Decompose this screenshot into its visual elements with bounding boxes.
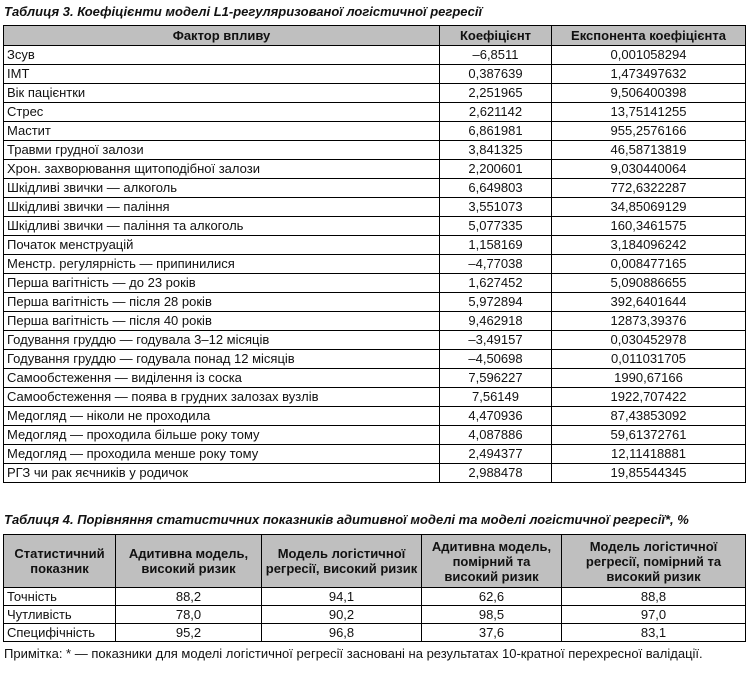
coefficient-cell: 0,387639 bbox=[440, 65, 552, 84]
exp-coefficient-cell: 0,011031705 bbox=[552, 350, 746, 369]
exp-coefficient-cell: 392,6401644 bbox=[552, 293, 746, 312]
table-row bbox=[4, 426, 746, 445]
factor-cell: РГЗ чи рак яєчників у родичок bbox=[4, 464, 440, 483]
coefficients-table bbox=[3, 25, 746, 483]
coefficient-cell: 5,972894 bbox=[440, 293, 552, 312]
table-row bbox=[4, 464, 746, 483]
column-header-exp-coefficient: Експонента коефіцієнта bbox=[552, 26, 746, 46]
exp-coefficient-cell: 1922,707422 bbox=[552, 388, 746, 407]
table-note: Примітка: * — показники для моделі логістичної регресії засновані на результатах 10-кратної перехресної валідації. bbox=[4, 646, 703, 661]
value-cell: 95,2 bbox=[116, 624, 262, 642]
column-header-factor: Фактор впливу bbox=[4, 26, 440, 46]
coefficient-cell: 2,494377 bbox=[440, 445, 552, 464]
table-row bbox=[4, 312, 746, 331]
exp-coefficient-cell: 12,11418881 bbox=[552, 445, 746, 464]
exp-coefficient-cell: 772,6322287 bbox=[552, 179, 746, 198]
value-cell: 37,6 bbox=[422, 624, 562, 642]
value-cell: 94,1 bbox=[262, 588, 422, 606]
coefficient-cell: –3,49157 bbox=[440, 331, 552, 350]
factor-cell: Медогляд — ніколи не проходила bbox=[4, 407, 440, 426]
indicator-cell: Чутливість bbox=[4, 606, 116, 624]
factor-cell: Початок менструацій bbox=[4, 236, 440, 255]
exp-coefficient-cell: 0,008477165 bbox=[552, 255, 746, 274]
exp-coefficient-cell: 12873,39376 bbox=[552, 312, 746, 331]
table-header-row bbox=[4, 535, 746, 588]
coefficient-cell: 4,087886 bbox=[440, 426, 552, 445]
column-header-logreg-high: Модель логістичної регресії, високий ризик bbox=[262, 535, 422, 588]
table-row bbox=[4, 588, 746, 606]
exp-coefficient-cell: 9,030440064 bbox=[552, 160, 746, 179]
value-cell: 98,5 bbox=[422, 606, 562, 624]
table-header-row bbox=[4, 26, 746, 46]
factor-cell: Шкідливі звички — алкоголь bbox=[4, 179, 440, 198]
column-header-additive-high: Адитивна модель, високий ризик bbox=[116, 535, 262, 588]
coefficient-cell: 3,551073 bbox=[440, 198, 552, 217]
factor-cell: Перша вагітність — після 28 років bbox=[4, 293, 440, 312]
table-row bbox=[4, 179, 746, 198]
coefficient-cell: 7,56149 bbox=[440, 388, 552, 407]
factor-cell: Самообстеження — поява в грудних залозах вузлів bbox=[4, 388, 440, 407]
coefficient-cell: 1,158169 bbox=[440, 236, 552, 255]
table-row bbox=[4, 217, 746, 236]
table-row bbox=[4, 84, 746, 103]
table-row bbox=[4, 606, 746, 624]
value-cell: 62,6 bbox=[422, 588, 562, 606]
coefficient-cell: –4,50698 bbox=[440, 350, 552, 369]
table-row bbox=[4, 46, 746, 65]
coefficient-cell: 3,841325 bbox=[440, 141, 552, 160]
column-header-logreg-moderate-high: Модель логістичної регресії, помірний та високий ризик bbox=[562, 535, 746, 588]
factor-cell: Годування груддю — годувала 3–12 місяців bbox=[4, 331, 440, 350]
coefficient-cell: 2,251965 bbox=[440, 84, 552, 103]
factor-cell: Самообстеження — виділення із соска bbox=[4, 369, 440, 388]
column-header-indicator: Статистичний показник bbox=[4, 535, 116, 588]
table-row bbox=[4, 198, 746, 217]
coefficient-cell: 6,649803 bbox=[440, 179, 552, 198]
table-row bbox=[4, 331, 746, 350]
table-row bbox=[4, 624, 746, 642]
factor-cell: Менстр. регулярність — припинилися bbox=[4, 255, 440, 274]
value-cell: 88,8 bbox=[562, 588, 746, 606]
table-row bbox=[4, 445, 746, 464]
exp-coefficient-cell: 955,2576166 bbox=[552, 122, 746, 141]
factor-cell: Вік пацієнтки bbox=[4, 84, 440, 103]
value-cell: 83,1 bbox=[562, 624, 746, 642]
column-header-coefficient: Коефіцієнт bbox=[440, 26, 552, 46]
table-row bbox=[4, 369, 746, 388]
exp-coefficient-cell: 1,473497632 bbox=[552, 65, 746, 84]
value-cell: 78,0 bbox=[116, 606, 262, 624]
coefficient-cell: 2,200601 bbox=[440, 160, 552, 179]
indicator-cell: Точність bbox=[4, 588, 116, 606]
factor-cell: Мастит bbox=[4, 122, 440, 141]
factor-cell: Хрон. захворювання щитоподібної залози bbox=[4, 160, 440, 179]
table-row bbox=[4, 274, 746, 293]
table-row bbox=[4, 388, 746, 407]
factor-cell: Перша вагітність — після 40 років bbox=[4, 312, 440, 331]
factor-cell: Годування груддю — годувала понад 12 місяців bbox=[4, 350, 440, 369]
exp-coefficient-cell: 46,58713819 bbox=[552, 141, 746, 160]
exp-coefficient-cell: 0,001058294 bbox=[552, 46, 746, 65]
factor-cell: Медогляд — проходила менше року тому bbox=[4, 445, 440, 464]
value-cell: 97,0 bbox=[562, 606, 746, 624]
table-row bbox=[4, 293, 746, 312]
exp-coefficient-cell: 34,85069129 bbox=[552, 198, 746, 217]
exp-coefficient-cell: 19,85544345 bbox=[552, 464, 746, 483]
factor-cell: Травми грудної залози bbox=[4, 141, 440, 160]
value-cell: 88,2 bbox=[116, 588, 262, 606]
exp-coefficient-cell: 13,75141255 bbox=[552, 103, 746, 122]
coefficient-cell: –6,8511 bbox=[440, 46, 552, 65]
table-row bbox=[4, 236, 746, 255]
coefficient-cell: 4,470936 bbox=[440, 407, 552, 426]
table3-caption: Таблиця 3. Коефіцієнти моделі L1-регуляризованої логістичної регресії bbox=[4, 4, 483, 19]
exp-coefficient-cell: 3,184096242 bbox=[552, 236, 746, 255]
coefficient-cell: 2,988478 bbox=[440, 464, 552, 483]
coefficient-cell: –4,77038 bbox=[440, 255, 552, 274]
table-row bbox=[4, 141, 746, 160]
exp-coefficient-cell: 1990,67166 bbox=[552, 369, 746, 388]
table-row bbox=[4, 122, 746, 141]
factor-cell: ІМТ bbox=[4, 65, 440, 84]
factor-cell: Медогляд — проходила більше року тому bbox=[4, 426, 440, 445]
exp-coefficient-cell: 160,3461575 bbox=[552, 217, 746, 236]
coefficient-cell: 2,621142 bbox=[440, 103, 552, 122]
value-cell: 90,2 bbox=[262, 606, 422, 624]
coefficient-cell: 5,077335 bbox=[440, 217, 552, 236]
value-cell: 96,8 bbox=[262, 624, 422, 642]
table-row bbox=[4, 407, 746, 426]
exp-coefficient-cell: 5,090886655 bbox=[552, 274, 746, 293]
factor-cell: Зсув bbox=[4, 46, 440, 65]
coefficient-cell: 6,861981 bbox=[440, 122, 552, 141]
table-row bbox=[4, 65, 746, 84]
exp-coefficient-cell: 87,43853092 bbox=[552, 407, 746, 426]
indicator-cell: Специфічність bbox=[4, 624, 116, 642]
column-header-additive-moderate-high: Адитивна модель, помірний та високий ризик bbox=[422, 535, 562, 588]
coefficient-cell: 1,627452 bbox=[440, 274, 552, 293]
factor-cell: Шкідливі звички — паління та алкоголь bbox=[4, 217, 440, 236]
coefficient-cell: 9,462918 bbox=[440, 312, 552, 331]
factor-cell: Стрес bbox=[4, 103, 440, 122]
factor-cell: Шкідливі звички — паління bbox=[4, 198, 440, 217]
table-row bbox=[4, 103, 746, 122]
exp-coefficient-cell: 9,506400398 bbox=[552, 84, 746, 103]
comparison-table bbox=[3, 534, 746, 642]
table4-caption: Таблиця 4. Порівняння статистичних показників адитивної моделі та моделі логістичної регресії*, % bbox=[4, 512, 689, 527]
table-row bbox=[4, 160, 746, 179]
exp-coefficient-cell: 59,61372761 bbox=[552, 426, 746, 445]
table-row bbox=[4, 350, 746, 369]
factor-cell: Перша вагітність — до 23 років bbox=[4, 274, 440, 293]
exp-coefficient-cell: 0,030452978 bbox=[552, 331, 746, 350]
table-row bbox=[4, 255, 746, 274]
coefficient-cell: 7,596227 bbox=[440, 369, 552, 388]
